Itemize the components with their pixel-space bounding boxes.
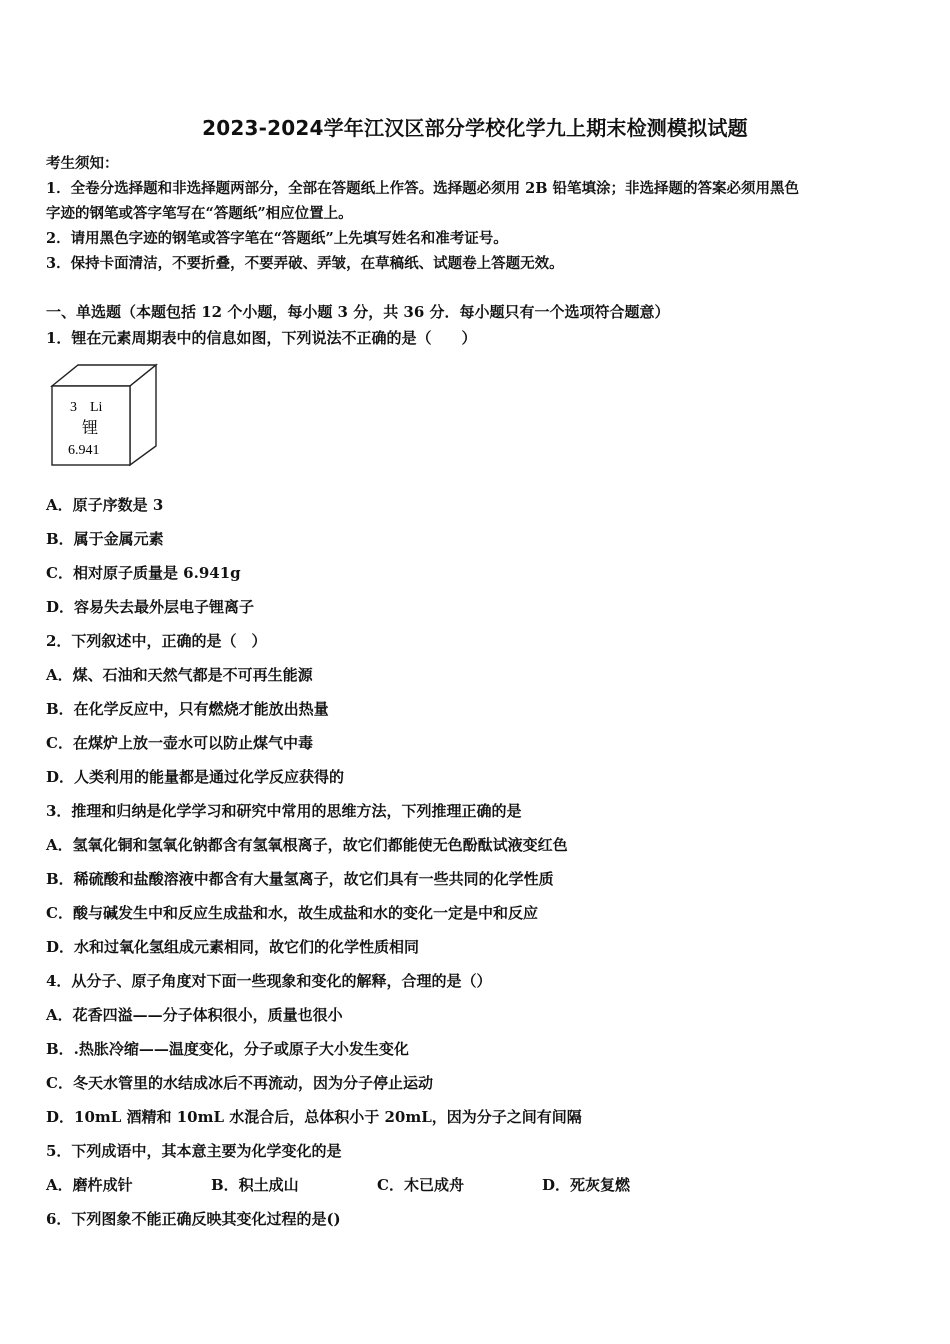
question-stem: 6．下列图象不能正确反映其变化过程的是()	[46, 1210, 341, 1228]
element-mass: 6.941	[68, 443, 100, 458]
option: B．积土成山	[211, 1176, 299, 1194]
option: D．死灰复燃	[542, 1176, 631, 1194]
option: A．花香四溢——分子体积很小，质量也很小	[46, 1006, 343, 1024]
question-stem: 3．推理和归纳是化学学习和研究中常用的思维方法，下列推理正确的是	[46, 802, 522, 820]
option: A．煤、石油和天然气都是不可再生能源	[46, 666, 313, 684]
option: C．冬天水管里的水结成冰后不再流动，因为分子停止运动	[46, 1074, 433, 1092]
option: A．磨杵成针	[46, 1176, 133, 1194]
option: D．容易失去最外层电子锂离子	[46, 598, 255, 616]
question-stem: 2．下列叙述中，正确的是（ ）	[46, 632, 267, 650]
question-stem: 1．锂在元素周期表中的信息如图，下列说法不正确的是（ ）	[46, 329, 477, 347]
option: C．相对原子质量是 6.941g	[46, 564, 241, 582]
option: B．.热胀冷缩——温度变化，分子或原子大小发生变化	[46, 1040, 409, 1058]
element-symbol: Li	[90, 400, 103, 415]
option: D．人类利用的能量都是通过化学反应获得的	[46, 768, 345, 786]
element-cube-drawing	[48, 362, 160, 468]
option: D．10mL 酒精和 10mL 水混合后，总体积小于 20mL，因为分子之间有间隔	[46, 1108, 582, 1126]
option: B．稀硫酸和盐酸溶液中都含有大量氢离子，故它们具有一些共同的化学性质	[46, 870, 554, 888]
option: C．木已成舟	[377, 1176, 464, 1194]
periodic-table-cell-figure	[48, 362, 160, 468]
notice-item: 2．请用黑色字迹的钢笔或答字笔在“答题纸”上先填写姓名和准考证号。	[46, 230, 508, 247]
element-number: 3	[70, 400, 77, 415]
section-heading: 一、单选题（本题包括 12 个小题，每小题 3 分，共 36 分．每小题只有一个选项符合题意）	[46, 303, 670, 321]
option: D．水和过氧化氢组成元素相同，故它们的化学性质相同	[46, 938, 420, 956]
notice-heading: 考生须知：	[46, 155, 119, 172]
option: A．原子序数是 3	[46, 496, 164, 514]
option: C．在煤炉上放一壶水可以防止煤气中毒	[46, 734, 313, 752]
page-title: 2023-2024学年江汉区部分学校化学九上期末检测模拟试题	[202, 116, 748, 140]
option: B．在化学反应中，只有燃烧才能放出热量	[46, 700, 329, 718]
option: B．属于金属元素	[46, 530, 164, 548]
question-stem: 4．从分子、原子角度对下面一些现象和变化的解释，合理的是（）	[46, 972, 492, 990]
notice-item: 字迹的钢笔或答字笔写在“答题纸”相应位置上。	[46, 205, 353, 222]
notice-item: 3．保持卡面清洁，不要折叠，不要弄破、弄皱，在草稿纸、试题卷上答题无效。	[46, 255, 564, 272]
notice-item: 1．全卷分选择题和非选择题两部分，全部在答题纸上作答。选择题必须用 2B 铅笔填涂；非选择题的答案必须用黑色	[46, 180, 800, 197]
element-name: 锂	[82, 418, 99, 437]
option: A．氢氧化铜和氢氧化钠都含有氢氧根离子，故它们都能使无色酚酞试液变红色	[46, 836, 568, 854]
option: C．酸与碱发生中和反应生成盐和水，故生成盐和水的变化一定是中和反应	[46, 904, 538, 922]
question-stem: 5．下列成语中，其本意主要为化学变化的是	[46, 1142, 342, 1160]
